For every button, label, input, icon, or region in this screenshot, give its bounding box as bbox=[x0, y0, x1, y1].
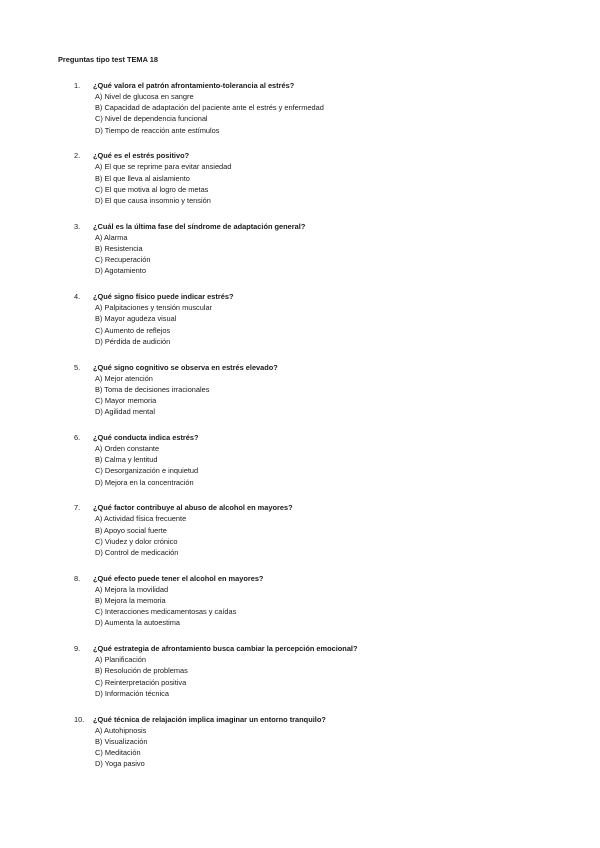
answer-options bbox=[58, 654, 560, 699]
question-list bbox=[58, 80, 560, 769]
answer-option: B) Calma y lentitud bbox=[95, 455, 158, 465]
answer-option: A) Mejora la movilidad bbox=[95, 584, 169, 594]
answer-option: A) El que se reprime para evitar ansiedad bbox=[95, 162, 232, 172]
answer-option: D) Tiempo de reacción ante estímulos bbox=[95, 125, 220, 135]
answer-option: D) Mejora en la concentración bbox=[95, 477, 194, 487]
question-number: 9. bbox=[74, 644, 81, 654]
answer-option: C) Viudez y dolor crónico bbox=[95, 536, 178, 546]
question-text: ¿Qué signo cognitivo se observa en estrés elevado? bbox=[93, 362, 278, 372]
question-item bbox=[58, 643, 560, 699]
answer-option: D) Agilidad mental bbox=[95, 407, 155, 417]
answer-option: A) Actividad física frecuente bbox=[95, 514, 187, 524]
question-number: 7. bbox=[74, 503, 81, 513]
question-text: ¿Qué técnica de relajación implica imaginar un entorno tranquilo? bbox=[93, 714, 326, 724]
answer-option: A) Orden constante bbox=[95, 444, 160, 454]
question-text: ¿Qué estrategia de afrontamiento busca cambiar la percepción emocional? bbox=[93, 644, 358, 654]
question-number: 10. bbox=[74, 714, 85, 724]
question-header bbox=[58, 714, 560, 725]
answer-option: D) Pérdida de audición bbox=[95, 336, 171, 346]
answer-option: A) Alarma bbox=[95, 232, 128, 242]
answer-option: A) Autohipnosis bbox=[95, 725, 147, 735]
question-header bbox=[58, 432, 560, 443]
answer-options bbox=[58, 302, 560, 347]
answer-option: D) Control de medicación bbox=[95, 548, 179, 558]
answer-options bbox=[58, 232, 560, 277]
answer-option: D) Aumenta la autoestima bbox=[95, 618, 181, 628]
answer-option: B) Mejora la memoria bbox=[95, 596, 166, 606]
answer-option: B) Toma de decisiones irracionales bbox=[95, 384, 210, 394]
answer-option: B) Mayor agudeza visual bbox=[95, 314, 177, 324]
answer-option: A) Mejor atención bbox=[95, 373, 153, 383]
question-item bbox=[58, 291, 560, 347]
question-number: 5. bbox=[74, 362, 81, 372]
question-text: ¿Qué valora el patrón afrontamiento-tolerancia al estrés? bbox=[93, 81, 295, 90]
answer-options bbox=[58, 91, 560, 136]
answer-option: C) Meditación bbox=[95, 748, 141, 758]
question-item bbox=[58, 362, 560, 418]
answer-option: B) Capacidad de adaptación del paciente ante el estrés y enfermedad bbox=[95, 103, 324, 113]
answer-options bbox=[58, 584, 560, 629]
question-text: ¿Cuál es la última fase del síndrome de adaptación general? bbox=[93, 221, 306, 231]
question-text: ¿Qué factor contribuye al abuso de alcohol en mayores? bbox=[93, 503, 293, 513]
question-item bbox=[58, 80, 560, 136]
question-text: ¿Qué efecto puede tener el alcohol en mayores? bbox=[93, 573, 264, 583]
answer-option: D) Información técnica bbox=[95, 688, 169, 698]
answer-option: B) Apoyo social fuerte bbox=[95, 525, 167, 535]
question-header bbox=[58, 643, 560, 654]
answer-options bbox=[58, 725, 560, 770]
document-title: Preguntas tipo test TEMA 18 bbox=[58, 55, 158, 64]
answer-options bbox=[58, 161, 560, 206]
question-number: 1. bbox=[74, 81, 81, 90]
question-text: ¿Qué conducta indica estrés? bbox=[93, 433, 199, 443]
question-header bbox=[58, 221, 560, 232]
answer-option: B) Visualización bbox=[95, 736, 148, 746]
question-text: ¿Qué es el estrés positivo? bbox=[93, 151, 190, 161]
question-number: 6. bbox=[74, 433, 81, 443]
answer-options bbox=[58, 513, 560, 558]
answer-options bbox=[58, 373, 560, 418]
answer-option: A) Planificación bbox=[95, 655, 146, 665]
answer-option: B) El que lleva al aislamiento bbox=[95, 173, 190, 183]
answer-option: B) Resistencia bbox=[95, 244, 143, 254]
answer-option: C) Interacciones medicamentosas y caídas bbox=[95, 607, 237, 617]
answer-option: C) Nivel de dependencia funcional bbox=[95, 114, 208, 124]
answer-option: C) Reinterpretación positiva bbox=[95, 677, 187, 687]
answer-option: A) Nivel de glucosa en sangre bbox=[95, 92, 194, 101]
question-number: 3. bbox=[74, 221, 81, 231]
answer-option: D) Yoga pasivo bbox=[95, 759, 145, 769]
question-header bbox=[58, 573, 560, 584]
question-number: 2. bbox=[74, 151, 81, 161]
question-item bbox=[58, 432, 560, 488]
question-header bbox=[58, 291, 560, 302]
answer-option: C) Desorganización e inquietud bbox=[95, 466, 199, 476]
question-header bbox=[58, 362, 560, 373]
question-number: 4. bbox=[74, 292, 81, 302]
answer-option: C) Aumento de reflejos bbox=[95, 325, 171, 335]
question-header bbox=[58, 80, 560, 91]
question-text: ¿Qué signo físico puede indicar estrés? bbox=[93, 292, 234, 302]
question-header bbox=[58, 150, 560, 161]
answer-option: C) El que motiva al logro de metas bbox=[95, 184, 209, 194]
question-item bbox=[58, 714, 560, 770]
question-item bbox=[58, 221, 560, 277]
question-header bbox=[58, 502, 560, 513]
question-number: 8. bbox=[74, 573, 81, 583]
answer-options bbox=[58, 443, 560, 488]
question-item bbox=[58, 150, 560, 206]
answer-option: A) Palpitaciones y tensión muscular bbox=[95, 303, 213, 313]
answer-option: C) Recuperación bbox=[95, 255, 151, 265]
answer-option: B) Resolución de problemas bbox=[95, 666, 188, 676]
question-item bbox=[58, 502, 560, 558]
answer-option: C) Mayor memoria bbox=[95, 396, 157, 406]
question-item bbox=[58, 573, 560, 629]
answer-option: D) El que causa insomnio y tensión bbox=[95, 196, 211, 206]
answer-option: D) Agotamiento bbox=[95, 266, 146, 276]
